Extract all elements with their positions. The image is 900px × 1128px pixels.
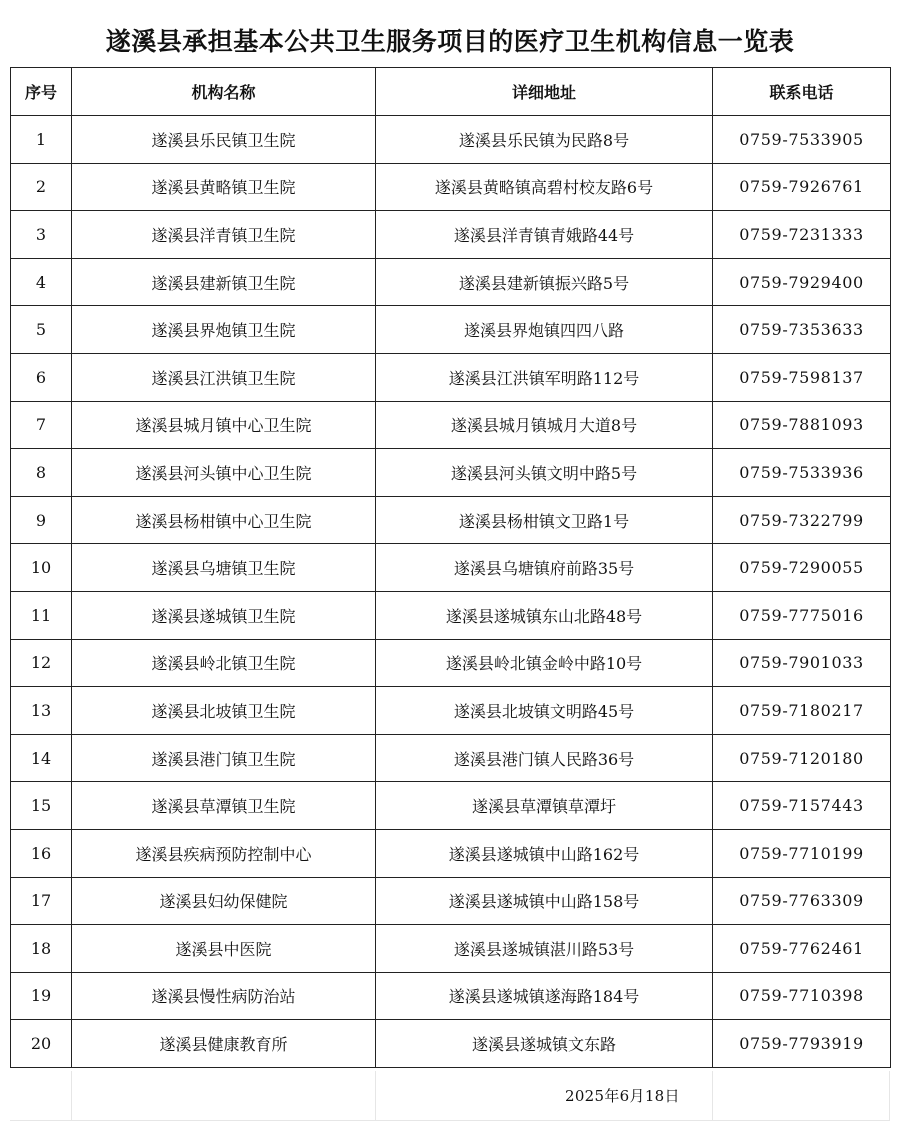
cell-institution-name: 遂溪县乌塘镇卫生院: [72, 544, 376, 592]
cell-phone: 0759-7533905: [713, 116, 891, 164]
cell-index: 13: [11, 687, 72, 735]
cell-institution-name: 遂溪县建新镇卫生院: [72, 258, 376, 306]
cell-institution-name: 遂溪县岭北镇卫生院: [72, 639, 376, 687]
cell-index: 15: [11, 782, 72, 830]
cell-phone: 0759-7881093: [713, 401, 891, 449]
page-title: 遂溪县承担基本公共卫生服务项目的医疗卫生机构信息一览表: [105, 27, 795, 56]
document-date: 2025年6月18日: [565, 1087, 680, 1105]
cell-phone: 0759-7322799: [713, 496, 891, 544]
cell-address: 遂溪县乐民镇为民路8号: [376, 116, 713, 164]
cell-address: 遂溪县北坡镇文明路45号: [376, 687, 713, 735]
cell-address: 遂溪县河头镇文明中路5号: [376, 449, 713, 497]
cell-institution-name: 遂溪县洋青镇卫生院: [72, 211, 376, 259]
cell-index: 9: [11, 496, 72, 544]
cell-institution-name: 遂溪县乐民镇卫生院: [72, 116, 376, 164]
cell-index: 6: [11, 353, 72, 401]
header-index: 序号: [11, 68, 72, 116]
cell-phone: 0759-7775016: [713, 591, 891, 639]
cell-index: 18: [11, 925, 72, 973]
footer-divider: [10, 1120, 890, 1121]
table-row: [11, 496, 891, 544]
table-row: [11, 687, 891, 735]
cell-institution-name: 遂溪县河头镇中心卫生院: [72, 449, 376, 497]
table-row: [11, 829, 891, 877]
cell-institution-name: 遂溪县港门镇卫生院: [72, 734, 376, 782]
cell-institution-name: 遂溪县江洪镇卫生院: [72, 353, 376, 401]
cell-phone: 0759-7710398: [713, 972, 891, 1020]
cell-address: 遂溪县遂城镇中山路162号: [376, 829, 713, 877]
table-row: [11, 116, 891, 164]
cell-phone: 0759-7533936: [713, 449, 891, 497]
cell-institution-name: 遂溪县北坡镇卫生院: [72, 687, 376, 735]
table-row: [11, 544, 891, 592]
cell-phone: 0759-7157443: [713, 782, 891, 830]
cell-index: 8: [11, 449, 72, 497]
header-phone: 联系电话: [713, 68, 891, 116]
cell-phone: 0759-7901033: [713, 639, 891, 687]
cell-institution-name: 遂溪县草潭镇卫生院: [72, 782, 376, 830]
footer-divider: [712, 1071, 713, 1121]
cell-phone: 0759-7120180: [713, 734, 891, 782]
cell-institution-name: 遂溪县杨柑镇中心卫生院: [72, 496, 376, 544]
cell-phone: 0759-7929400: [713, 258, 891, 306]
cell-phone: 0759-7793919: [713, 1020, 891, 1068]
cell-address: 遂溪县江洪镇军明路112号: [376, 353, 713, 401]
cell-index: 14: [11, 734, 72, 782]
cell-institution-name: 遂溪县妇幼保健院: [72, 877, 376, 925]
cell-index: 11: [11, 591, 72, 639]
cell-index: 16: [11, 829, 72, 877]
cell-address: 遂溪县遂城镇文东路: [376, 1020, 713, 1068]
cell-index: 19: [11, 972, 72, 1020]
cell-phone: 0759-7710199: [713, 829, 891, 877]
cell-index: 2: [11, 163, 72, 211]
table-row: [11, 163, 891, 211]
table-row: [11, 211, 891, 259]
cell-phone: 0759-7231333: [713, 211, 891, 259]
cell-address: 遂溪县遂城镇中山路158号: [376, 877, 713, 925]
header-address: 详细地址: [376, 68, 713, 116]
table-row: [11, 782, 891, 830]
cell-address: 遂溪县界炮镇四四八路: [376, 306, 713, 354]
cell-address: 遂溪县建新镇振兴路5号: [376, 258, 713, 306]
cell-phone: 0759-7926761: [713, 163, 891, 211]
table-row: [11, 353, 891, 401]
cell-index: 20: [11, 1020, 72, 1068]
cell-address: 遂溪县遂城镇遂海路184号: [376, 972, 713, 1020]
header-name: 机构名称: [72, 68, 376, 116]
cell-address: 遂溪县杨柑镇文卫路1号: [376, 496, 713, 544]
cell-index: 17: [11, 877, 72, 925]
cell-phone: 0759-7290055: [713, 544, 891, 592]
footer-divider: [71, 1071, 72, 1121]
cell-institution-name: 遂溪县城月镇中心卫生院: [72, 401, 376, 449]
cell-index: 5: [11, 306, 72, 354]
cell-institution-name: 遂溪县健康教育所: [72, 1020, 376, 1068]
cell-index: 10: [11, 544, 72, 592]
table-row: [11, 925, 891, 973]
footer-divider: [375, 1071, 376, 1121]
cell-address: 遂溪县黄略镇高碧村校友路6号: [376, 163, 713, 211]
cell-institution-name: 遂溪县界炮镇卫生院: [72, 306, 376, 354]
cell-phone: 0759-7598137: [713, 353, 891, 401]
table-row: [11, 591, 891, 639]
cell-address: 遂溪县岭北镇金岭中路10号: [376, 639, 713, 687]
header-row: [11, 68, 891, 116]
cell-phone: 0759-7762461: [713, 925, 891, 973]
table-row: [11, 734, 891, 782]
cell-index: 7: [11, 401, 72, 449]
cell-address: 遂溪县城月镇城月大道8号: [376, 401, 713, 449]
cell-index: 3: [11, 211, 72, 259]
cell-institution-name: 遂溪县疾病预防控制中心: [72, 829, 376, 877]
cell-index: 12: [11, 639, 72, 687]
table-row: [11, 972, 891, 1020]
cell-institution-name: 遂溪县中医院: [72, 925, 376, 973]
cell-phone: 0759-7353633: [713, 306, 891, 354]
cell-phone: 0759-7763309: [713, 877, 891, 925]
table-body: [11, 116, 891, 1068]
cell-address: 遂溪县乌塘镇府前路35号: [376, 544, 713, 592]
cell-address: 遂溪县洋青镇青娥路44号: [376, 211, 713, 259]
cell-institution-name: 遂溪县慢性病防治站: [72, 972, 376, 1020]
cell-index: 1: [11, 116, 72, 164]
cell-address: 遂溪县港门镇人民路36号: [376, 734, 713, 782]
footer-divider: [889, 1071, 890, 1121]
table-row: [11, 639, 891, 687]
table-row: [11, 877, 891, 925]
table-row: [11, 449, 891, 497]
footer-grid: [10, 1071, 890, 1121]
cell-address: 遂溪县草潭镇草潭圩: [376, 782, 713, 830]
cell-index: 4: [11, 258, 72, 306]
cell-phone: 0759-7180217: [713, 687, 891, 735]
table-row: [11, 258, 891, 306]
institution-table: [10, 67, 891, 1068]
cell-address: 遂溪县遂城镇东山北路48号: [376, 591, 713, 639]
cell-institution-name: 遂溪县遂城镇卫生院: [72, 591, 376, 639]
cell-institution-name: 遂溪县黄略镇卫生院: [72, 163, 376, 211]
table-row: [11, 306, 891, 354]
table-row: [11, 401, 891, 449]
table-row: [11, 1020, 891, 1068]
cell-address: 遂溪县遂城镇湛川路53号: [376, 925, 713, 973]
